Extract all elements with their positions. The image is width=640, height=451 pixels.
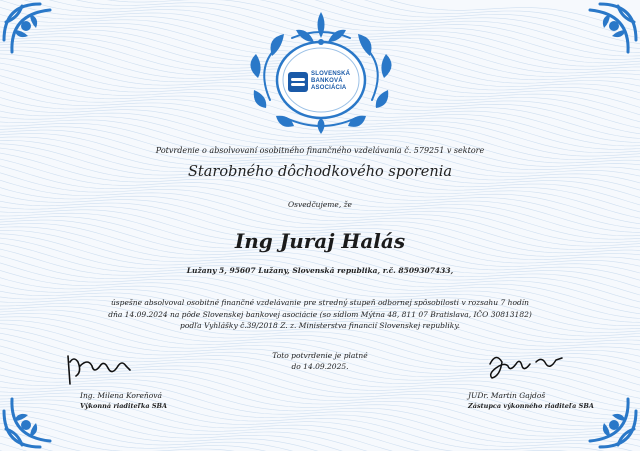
sba-logo-text [311, 71, 355, 92]
guilloche-line [0, 418, 640, 451]
sba-logo [288, 70, 352, 96]
signatory-left [80, 390, 167, 412]
validity-line-1: Toto potvrdenie je platné [272, 351, 368, 360]
signatory-right [468, 390, 594, 412]
corner-ornament-top-right [570, 0, 640, 70]
body-line-3: podľa Vyhlášky č.39/2018 Z. z. Ministerstva financií Slovenskej republiky. [180, 321, 460, 330]
guilloche-line [0, 436, 640, 451]
body-line-1: úspešne absolvoval osobitné finančné vzdelávanie pre stredný stupeň odbornej spôsobilosti v rozsahu 7 hodín [110, 298, 530, 307]
logo-line-3: ASOCIÁCIA [311, 85, 347, 91]
logo-line-1: SLOVENSKÁ [311, 71, 351, 77]
validity-line-2: do 14.09.2025. [291, 362, 349, 371]
signature-right [486, 348, 566, 382]
guilloche-line [0, 429, 640, 451]
corner-ornament-bottom-left [0, 381, 70, 451]
certify-line: Osvedčujeme, že [288, 200, 352, 209]
recipient-address: Lužany 5, 95607 Lužany, Slovenská republika, r.č. 8509307433, [186, 266, 454, 275]
corner-ornament-top-left [0, 0, 70, 70]
signatory-left-role: Výkonná riaditeľka SBA [80, 402, 168, 410]
recipient-name: Ing Juraj Halás [234, 229, 406, 253]
program-title: Starobného dôchodkového sporenia [188, 164, 452, 180]
signatory-right-name: JUDr. Martin Gajdoš [468, 391, 546, 400]
guilloche-line [0, 407, 640, 451]
signatory-right-role: Zástupca výkonného riaditeľa SBA [468, 402, 594, 410]
body-line-2: dňa 14.09.2024 na pôde Slovenskej bankovej asociácie (so sídlom Mýtna 48, 811 07 Bratislava, IČO 30813182) [108, 309, 532, 319]
signature-left [64, 352, 134, 388]
certificate-body [0, 297, 640, 332]
certificate-intro: Potvrdenie o absolvovaní osobitného finančného vzdelávania č. 579251 v sektore [155, 146, 485, 155]
logo-line-2: BANKOVÁ [311, 78, 343, 84]
sba-logo-icon [288, 72, 308, 92]
signatory-left-name: Ing. Milena Koreňová [80, 391, 162, 400]
